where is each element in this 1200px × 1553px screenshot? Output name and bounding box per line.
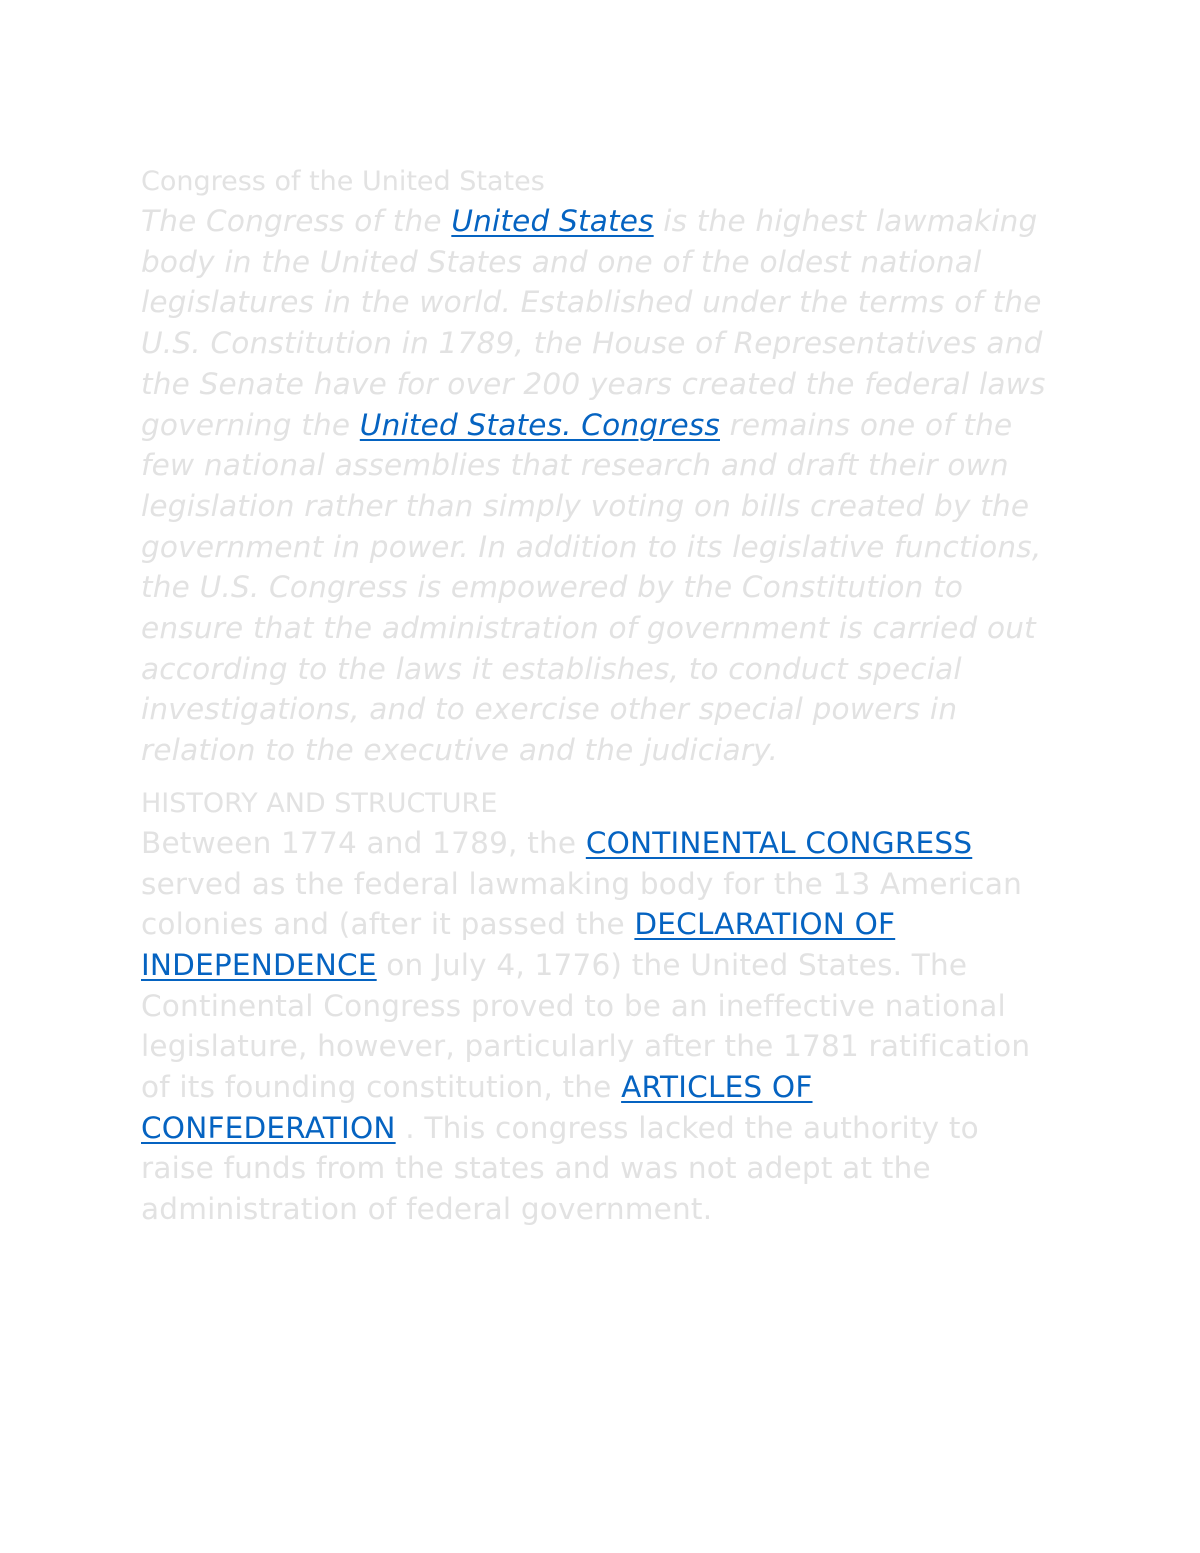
history-text-2: served as the federal lawmaking body for the 13 American colonies and (after it passed the <box>141 866 1023 942</box>
history-text-3: on July 4, 1776) the United States. The Continental Congress proved to be an ineffective national legislature, however, particularly after the 1781 ratification of its founding constitution, the <box>141 947 1031 1105</box>
declaration-of-independence-link[interactable]: DECLARATION OF INDEPENDENCE <box>141 907 896 982</box>
section-heading-history: HISTORY AND STRUCTURE <box>141 787 498 819</box>
united-states-link[interactable]: United States <box>451 204 654 238</box>
document-page <box>141 163 1061 1230</box>
history-text-4: . This congress lacked the authority to raise funds from the states and was not adept at the administration of federal government. <box>141 1110 979 1227</box>
intro-text-3: remains one of the few national assemblies that research and draft their own legislation rather than simply voting on bills created by the government in power. In addition to its legislative functions, the U.S. Congress is empowered by the Constitution to ensure that the administration of government is carried out according to the laws it establishes, to conduct special investigations, and to exercise other special powers in relation to the executive and the judiciary. <box>141 407 1042 768</box>
document-title: Congress of the United States <box>141 166 545 197</box>
articles-of-confederation-link[interactable]: ARTICLES OF CONFEDERATION <box>141 1070 813 1145</box>
intro-paragraph <box>141 201 1061 771</box>
history-text-1: Between 1774 and 1789, the <box>141 825 586 860</box>
history-paragraph <box>141 823 1061 1230</box>
united-states-congress-link[interactable]: United States. Congress <box>359 407 720 442</box>
intro-text-1: The Congress of the <box>141 204 452 238</box>
continental-congress-link[interactable]: CONTINENTAL CONGRESS <box>585 825 973 860</box>
intro-text-2: is the highest lawmaking body in the United States and one of the oldest national legislatures in the world. Established under the terms of the U.S. Constitution in 1789, the House of Representatives and the Senate have for over 200 years created the federal laws governing the <box>141 204 1046 442</box>
